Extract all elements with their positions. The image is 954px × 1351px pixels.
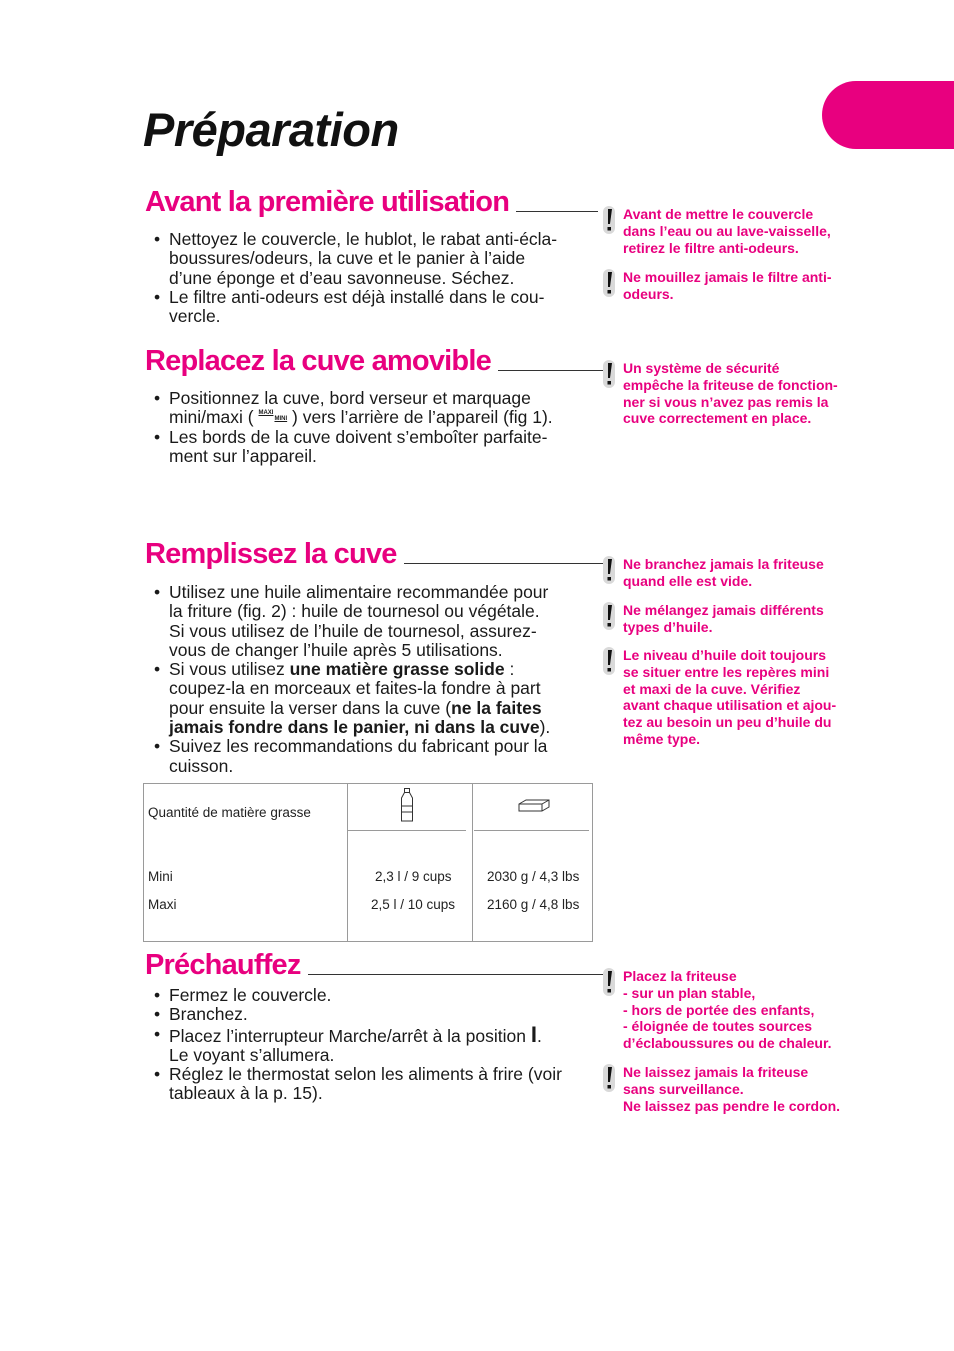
text: Si vous utilisez <box>169 659 290 680</box>
remplissez-bullets <box>154 583 594 776</box>
section-heading-prechauffez-text: Préchauffez <box>145 949 301 981</box>
list-item: • Nettoyez le couvercle, le hublot, le rabat anti-écla- boussures/odeurs, la cuve et le panier à l’aide d’une éponge et d’eau savonneuse. Séchez. <box>154 230 584 288</box>
section-heading-remplissez-text: Remplissez la cuve <box>145 538 397 570</box>
section-heading-replacez <box>145 345 606 378</box>
text: Positionnez la cuve, bord verseur et marquage mini/maxi ( <box>169 388 531 428</box>
warning-exclamation-icon <box>603 269 615 297</box>
text: ). <box>539 717 551 738</box>
chapter-tab <box>822 81 954 149</box>
oil-bottle-icon <box>400 788 414 825</box>
text: ) vers l’arrière de l’appareil (fig 1). <box>292 407 553 428</box>
section-heading-remplissez <box>145 538 605 571</box>
list-item <box>154 660 594 737</box>
heading-rule <box>516 211 598 212</box>
solid-fat-block-icon <box>518 799 550 816</box>
table-header: Quantité de matière grasse <box>148 805 311 820</box>
warning-text: Un système de sécurité empêche la friteuse de fonction- ner si vous n’avez pas remis la cuve correctement en place. <box>623 360 838 427</box>
list-item: • Fermez le couvercle. <box>154 986 594 1005</box>
warning-note <box>603 647 863 748</box>
list-item: • Utilisez une huile alimentaire recommandée pour la friture (fig. 2) : huile de tournesol ou végétale. Si vous utilisez de l’huile de tournesol, assurez- vous de changer l’huile après 5 utilisations. <box>154 583 594 660</box>
warning-text: Ne mélangez jamais différents types d’huile. <box>623 602 824 635</box>
list-item: • Réglez le thermostat selon les aliments à frire (voir tableaux à la p. 15). <box>154 1065 594 1104</box>
cell-oil-mini: 2,3 l / 9 cups <box>375 869 452 884</box>
list-item <box>154 389 594 428</box>
maxi-mini-marking-icon: MAXI MINI <box>258 410 288 423</box>
heading-rule <box>498 370 606 371</box>
warning-exclamation-icon <box>603 556 615 584</box>
avant-bullets <box>154 230 584 326</box>
page-title: Préparation <box>143 103 399 156</box>
text: . Le voyant s’allumera. <box>169 1025 542 1065</box>
replacez-bullets <box>154 389 594 466</box>
cell-solid-maxi: 2160 g / 4,8 lbs <box>487 897 580 912</box>
warning-text: Avant de mettre le couvercle dans l’eau ou au lave-vaisselle, retirez le filtre anti-odeurs. <box>623 206 831 256</box>
warning-exclamation-icon <box>603 602 615 630</box>
section-heading-avant-text: Avant la première utilisation <box>145 186 510 218</box>
warning-text: Ne mouillez jamais le filtre anti- odeurs. <box>623 269 832 302</box>
warning-exclamation-icon <box>603 968 615 996</box>
warning-exclamation-icon <box>603 647 615 675</box>
warning-exclamation-icon <box>603 360 615 388</box>
warning-text: Ne branchez jamais la friteuse quand elle est vide. <box>623 556 824 589</box>
list-item <box>154 1021 594 1066</box>
warning-note <box>603 556 863 590</box>
power-position-symbol: I <box>530 1021 537 1047</box>
list-item: • Branchez. <box>154 1005 594 1024</box>
cell-solid-mini: 2030 g / 4,3 lbs <box>487 869 580 884</box>
text: Placez l’interrupteur Marche/arrêt à la position <box>169 1025 531 1046</box>
section-heading-avant <box>145 186 598 219</box>
warning-exclamation-icon <box>603 206 615 234</box>
warning-note <box>603 206 863 256</box>
list-item: • Le filtre anti-odeurs est déjà installé dans le cou- vercle. <box>154 288 584 327</box>
heading-rule <box>404 563 605 564</box>
row-label-mini: Mini <box>148 869 173 884</box>
prechauffez-bullets <box>154 986 594 1104</box>
warning-text: Ne laissez jamais la friteuse sans surveillance. Ne laissez pas pendre le cordon. <box>623 1064 841 1114</box>
warning-note <box>603 1064 863 1114</box>
warning-text: Le niveau d’huile doit toujours se situer entre les repères mini et maxi de la cuve. Vérifiez avant chaque utilisation et ajou- tez au besoin un peu d’huile du même type. <box>623 647 837 747</box>
warning-note <box>603 360 863 427</box>
warning-note <box>603 968 863 1052</box>
section-heading-prechauffez <box>145 949 604 982</box>
bold-text: ne la faites jamais fondre dans le panier, ni dans la cuve <box>169 697 542 738</box>
list-item: • Les bords de la cuve doivent s’emboîter parfaite- ment sur l’appareil. <box>154 428 594 467</box>
oil-quantity-table <box>143 783 593 942</box>
warning-text: Placez la friteuse - sur un plan stable, - hors de portée des enfants, - éloignée de toutes sources d’éclaboussures ou de chaleur. <box>623 968 832 1052</box>
bold-text: une matière grasse solide <box>289 659 505 680</box>
warning-exclamation-icon <box>603 1064 615 1092</box>
section-heading-replacez-text: Replacez la cuve amovible <box>145 345 491 377</box>
cell-oil-maxi: 2,5 l / 10 cups <box>371 897 456 912</box>
heading-rule <box>308 974 604 975</box>
warning-note <box>603 269 863 303</box>
text: : coupez-la en morceaux et faites-la fondre à part pour ensuite la verser dans la cuve ( <box>169 659 541 718</box>
warning-note <box>603 602 863 636</box>
row-label-maxi: Maxi <box>148 897 177 912</box>
list-item: • Suivez les recommandations du fabricant pour la cuisson. <box>154 737 594 776</box>
